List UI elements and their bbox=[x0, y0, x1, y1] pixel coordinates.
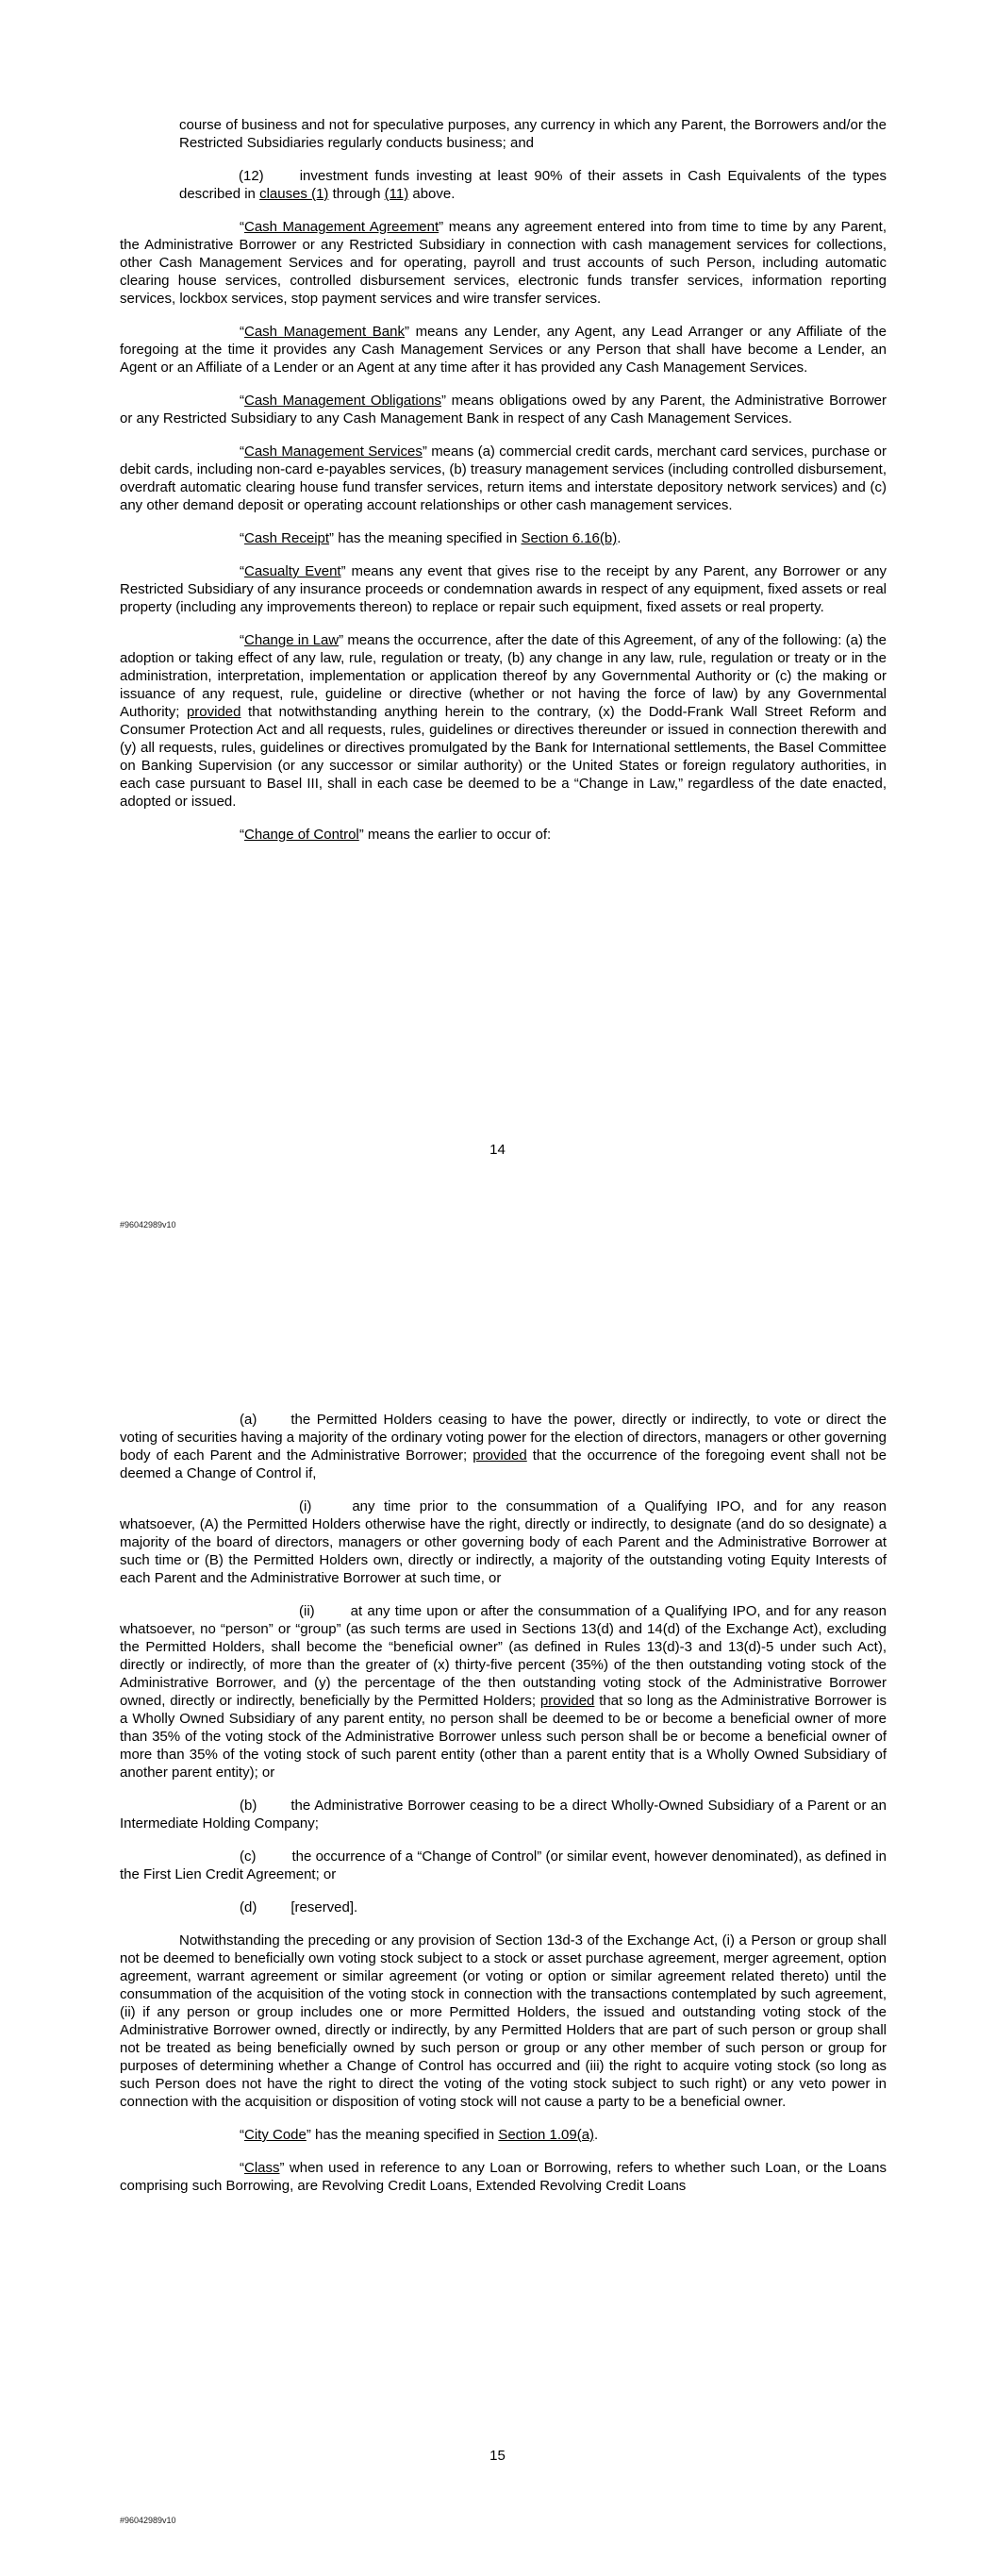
defined-term: Cash Management Bank bbox=[244, 324, 405, 340]
clause-i: (i) any time prior to the consummation of a Qualifying IPO, and for any reason whatsoever, (A) the Permitted Holders otherwise have the right, directly or indirectly, to designate (and do so designate) a majority of the board of directors, managers or other governing body of each Parent and the Administrative Borrower at such time or (B) the Permitted Holders own, directly or indirectly, a majority of the outstanding voting Equity Interests of each Parent and the Administrative Borrower at such time, or bbox=[120, 1498, 887, 1586]
cross-reference: Section 1.09(a) bbox=[498, 2127, 595, 2143]
clause-number: (c) bbox=[240, 1848, 257, 1865]
provided-term: provided bbox=[473, 1447, 527, 1464]
clause-d: (d) [reserved]. bbox=[240, 1899, 358, 1915]
clause-12: (12) investment funds investing at least 90% of their assets in Cash Equivalents of the types described in clauses (1) through (11) above. bbox=[179, 168, 887, 202]
page-15 bbox=[0, 1288, 995, 2576]
clause-number: (ii) bbox=[299, 1603, 315, 1619]
definition-class: “Class” when used in reference to any Loan or Borrowing, refers to whether such Loan, or the Loans comprising such Borrowing, are Revolving Credit Loans, Extended Revolving Credit Loans bbox=[120, 2160, 887, 2194]
cross-reference: Section 6.16(b) bbox=[521, 530, 618, 546]
defined-term: Cash Management Obligations bbox=[244, 393, 441, 409]
page-number: 14 bbox=[489, 1142, 506, 1158]
provided-term: provided bbox=[186, 704, 241, 720]
definition-city-code: “City Code” has the meaning specified in Section 1.09(a). bbox=[240, 2127, 599, 2143]
defined-term: Cash Management Agreement bbox=[244, 219, 439, 235]
defined-term: Cash Management Services bbox=[244, 443, 423, 460]
provided-term: provided bbox=[539, 1693, 595, 1709]
clause-a: (a) the Permitted Holders ceasing to have the power, directly or indirectly, to vote or direct the voting of securities having a majority of the ordinary voting power for the election of directors, managers or other governing body of each Parent and the Administrative Borrower; provided that the occurrence of the foregoing event shall not be deemed a Change of Control if, bbox=[120, 1412, 887, 1481]
defined-term: Change in Law bbox=[244, 632, 340, 648]
definition-casualty-event: “Casualty Event” means any event that gives rise to the receipt by any Parent, any Borrower or any Restricted Subsidiary of any insurance proceeds or condemnation awards in respect of any equipment, fixed assets or real property (including any improvements thereon) to replace or repair such equipment, fixed assets or real property. bbox=[120, 563, 887, 615]
definition-change-of-control: “Change of Control” means the earlier to occur of: bbox=[240, 827, 552, 843]
clause-c: (c) the occurrence of a “Change of Control” (or similar event, however denominated), as defined in the First Lien Credit Agreement; or bbox=[120, 1848, 887, 1882]
document-id: #96042989v10 bbox=[120, 1220, 176, 1229]
cross-reference: clauses (1) bbox=[259, 186, 329, 202]
page-number: 15 bbox=[489, 2448, 506, 2464]
definition-cash-management-agreement: “Cash Management Agreement” means any agreement entered into from time to time by any Parent, the Administrative Borrower or any Restricted Subsidiary in connection with cash management services for collections, other Cash Management Services and for operating, payroll and trust accounts of such Person, including automatic clearing house services, controlled disbursement services, electronic funds transfer services, information reporting services, lockbox services, stop payment services and wire transfer services. bbox=[120, 219, 887, 307]
clause-number: (12) bbox=[239, 168, 264, 184]
defined-term: Change of Control bbox=[244, 827, 359, 843]
document-id: #96042989v10 bbox=[120, 2516, 176, 2525]
definition-cash-management-obligations: “Cash Management Obligations” means obligations owed by any Parent, the Administrative Borrower or any Restricted Subsidiary to any Cash Management Bank in respect of any Cash Management Services. bbox=[120, 393, 887, 427]
defined-term: City Code bbox=[244, 2127, 307, 2143]
clause-number: (b) bbox=[240, 1798, 257, 1814]
clause-number: (d) bbox=[240, 1899, 257, 1915]
definition-cash-receipt: “Cash Receipt” has the meaning specified in Section 6.16(b). bbox=[240, 530, 622, 546]
defined-term: Casualty Event bbox=[244, 563, 341, 579]
clause-number: (i) bbox=[299, 1498, 312, 1514]
clause-b: (b) the Administrative Borrower ceasing to be a direct Wholly-Owned Subsidiary of a Parent or an Intermediate Holding Company; bbox=[120, 1798, 887, 1832]
paragraph-continuation: course of business and not for speculative purposes, any currency in which any Parent, the Borrowers and/or the Restricted Subsidiaries regularly conducts business; and bbox=[179, 117, 887, 151]
definition-cash-management-bank: “Cash Management Bank” means any Lender, any Agent, any Lead Arranger or any Affiliate of the foregoing at the time it provides any Cash Management Services or any Person that shall have become a Lender, an Agent or an Affiliate of a Lender or an Agent at any time after it has provided any Cash Management Services. bbox=[120, 324, 887, 376]
definition-change-in-law: “Change in Law” means the occurrence, after the date of this Agreement, of any of the following: (a) the adoption or taking effect of any law, rule, regulation or treaty, (b) any change in any law, rule, regulation or treaty or in the administration, interpretation, implementation or application thereof by any Governmental Authority or (c) the making or issuance of any request, rule, guideline or directive (whether or not having the force of law) by any Governmental Authority; provided that notwithstanding anything herein to the contrary, (x) the Dodd-Frank Wall Street Reform and Consumer Protection Act and all requests, rules, guidelines or directives thereunder or issued in connection therewith and (y) all requests, rules, guidelines or directives promulgated by the Bank for International settlements, the Basel Committee on Banking Supervision (or any successor or similar authority) or the United States or foreign regulatory authorities, in each case pursuant to Basel III, shall in each case be deemed to be a “Change in Law,” regardless of the date enacted, adopted or issued. bbox=[120, 632, 887, 810]
defined-term: Class bbox=[244, 2160, 280, 2176]
paragraph-notwithstanding: Notwithstanding the preceding or any provision of Section 13d-3 of the Exchange Act, (i) a Person or group shall not be deemed to beneficially own voting stock subject to a stock or asset purchase agreement, merger agreement, option agreement, warrant agreement or similar agreement (or voting or option or similar agreement related thereto) until the consummation of the acquisition of the voting stock in connection with the transactions contemplated by such agreement, (ii) if any person or group includes one or more Permitted Holders, the issued and outstanding voting stock of the Administrative Borrower owned, directly or indirectly, by any Permitted Holders that are part of such person or group shall not be treated as being beneficially owned by such person or group or any other member of such person or group for purposes of determining whether a Change of Control has occurred and (iii) the right to acquire voting stock (so long as such Person does not have the right to direct the voting of the voting stock subject to such right) or any veto power in connection with the acquisition or disposition of voting stock will not cause a party to be a beneficial owner. bbox=[120, 1932, 887, 2110]
defined-term: Cash Receipt bbox=[244, 530, 330, 546]
clause-ii: (ii) at any time upon or after the consummation of a Qualifying IPO, and for any reason whatsoever, no “person” or “group” (as such terms are used in Sections 13(d) and 14(d) of the Exchange Act), excluding the Permitted Holders, shall become the “beneficial owner” (as defined in Rules 13(d)-3 and 13(d)-5 under such Act), directly or indirectly, of more than the greater of (x) thirty-five percent (35%) of the then outstanding voting stock of the Administrative Borrower, and (y) the percentage of the then outstanding voting stock of the Administrative Borrower owned, directly or indirectly, beneficially by the Permitted Holders; provided that so long as the Administrative Borrower is a Wholly Owned Subsidiary of any parent entity, no person shall be deemed to be or become a beneficial owner of more than 35% of the voting stock of the Administrative Borrower unless such person shall be or become a beneficial owner of more than 35% of the voting stock of such parent entity (other than a parent entity that is a Wholly Owned Subsidiary of another parent entity); or bbox=[120, 1603, 887, 1781]
page-14-body bbox=[120, 116, 887, 859]
page-15-body bbox=[120, 1411, 887, 2210]
cross-reference: (11) bbox=[384, 186, 409, 202]
clause-number: (a) bbox=[240, 1412, 257, 1428]
definition-cash-management-services: “Cash Management Services” means (a) commercial credit cards, merchant card services, purchase or debit cards, including non-card e-payables services, (b) treasury management services (including controlled disbursement, overdraft automatic clearing house fund transfer services, return items and interstate depository network services) and (c) any other demand deposit or operating account relationships or other cash management services. bbox=[120, 443, 887, 513]
